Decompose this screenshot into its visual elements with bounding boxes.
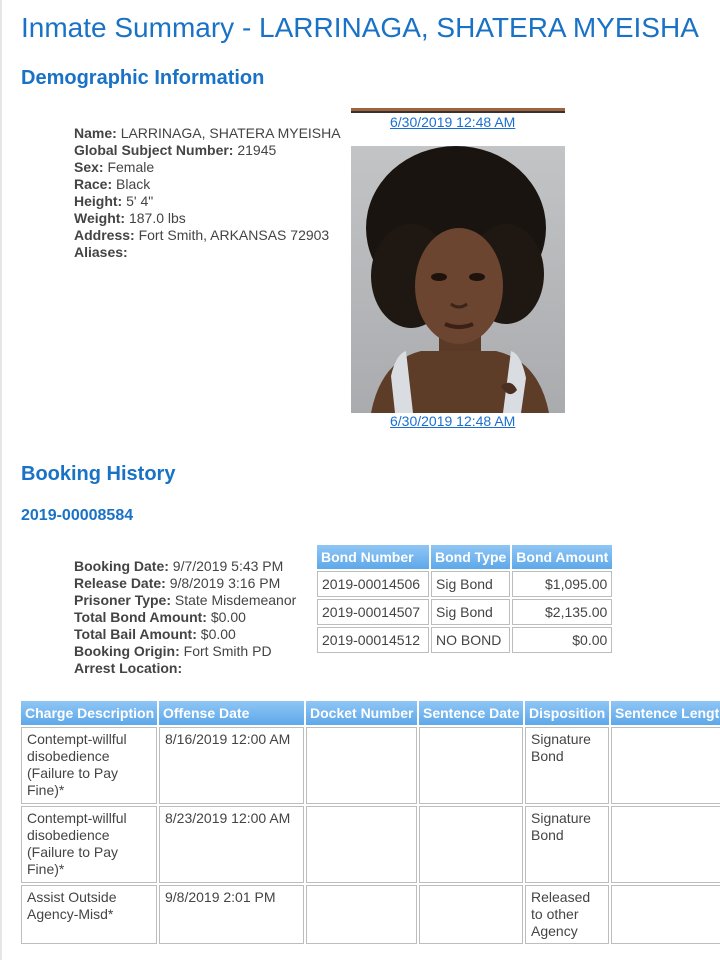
race-value: Black: [116, 176, 151, 192]
prisoner-type-value: State Misdemeanor: [174, 592, 297, 608]
charges-table: [19, 699, 720, 946]
bond-type-cell: Sig Bond: [431, 571, 510, 597]
offense-date-cell: 8/16/2019 12:00 AM: [159, 727, 304, 804]
demographic-info: [74, 125, 341, 261]
sex-value: Female: [107, 159, 155, 175]
bond-header-row: [317, 545, 612, 569]
sentence-length-cell: [611, 727, 720, 804]
weight-value: 187.0 lbs: [128, 210, 186, 226]
booking-origin-label: Booking Origin:: [74, 643, 180, 659]
race-label: Race:: [74, 176, 113, 192]
charge-description-cell: Contempt-willful disobedience (Failure to Pay Fine)*: [21, 727, 157, 804]
disposition-header[interactable]: Disposition: [525, 701, 609, 725]
weight-row: [74, 210, 341, 227]
subject-number-value: 21945: [237, 142, 277, 158]
release-date-row: [74, 575, 296, 592]
bond-type-cell: NO BOND: [431, 627, 510, 653]
name-value: LARRINAGA, SHATERA MYEISHA: [120, 125, 341, 141]
table-row: [21, 806, 720, 883]
booking-history-heading: Booking History: [21, 463, 176, 485]
bond-amount-header[interactable]: Bond Amount: [512, 545, 612, 569]
booking-origin-value: Fort Smith PD: [183, 643, 272, 659]
sex-label: Sex:: [74, 159, 104, 175]
sex-row: [74, 159, 341, 176]
height-label: Height:: [74, 193, 123, 209]
docket-number-header[interactable]: Docket Number: [306, 701, 417, 725]
docket-number-cell: [306, 806, 417, 883]
address-row: [74, 227, 341, 244]
booking-info: [74, 558, 296, 677]
disposition-cell: Signature Bond: [525, 806, 609, 883]
bond-number-header[interactable]: Bond Number: [317, 545, 429, 569]
total-bond-row: [74, 609, 296, 626]
total-bail-label: Total Bail Amount:: [74, 626, 197, 642]
charge-description-cell: Contempt-willful disobedience (Failure to Pay Fine)*: [21, 806, 157, 883]
bond-number-cell: 2019-00014506: [317, 571, 429, 597]
offense-date-header[interactable]: Offense Date: [159, 701, 304, 725]
prisoner-type-row: [74, 592, 296, 609]
height-row: [74, 193, 341, 210]
race-row: [74, 176, 341, 193]
booking-photo[interactable]: [351, 146, 565, 413]
address-label: Address:: [74, 227, 135, 243]
bond-amount-cell: $0.00: [512, 627, 612, 653]
offense-date-cell: 8/23/2019 12:00 AM: [159, 806, 304, 883]
booking-date-label: Booking Date:: [74, 558, 169, 574]
sentence-date-cell: [419, 885, 523, 944]
charge-description-cell: Assist Outside Agency-Misd*: [21, 885, 157, 944]
bond-type-header[interactable]: Bond Type: [431, 545, 510, 569]
page-left-border: [0, 0, 2, 960]
aliases-label: Aliases:: [74, 244, 128, 260]
docket-number-cell: [306, 727, 417, 804]
charges-header-row: [21, 701, 720, 725]
disposition-cell: Released to other Agency: [525, 885, 609, 944]
name-row: [74, 125, 341, 142]
bond-amount-cell: $1,095.00: [512, 571, 612, 597]
disposition-cell: Signature Bond: [525, 727, 609, 804]
booking-origin-row: [74, 643, 296, 660]
previous-photo-edge: [351, 108, 565, 113]
photo-top-date-link[interactable]: 6/30/2019 12:48 AM: [390, 114, 516, 130]
person-photo-icon: [351, 146, 565, 413]
name-label: Name:: [74, 125, 117, 141]
subject-number-row: [74, 142, 341, 159]
total-bond-value: $0.00: [210, 609, 246, 625]
bond-amount-cell: $2,135.00: [512, 599, 612, 625]
offense-date-cell: 9/8/2019 2:01 PM: [159, 885, 304, 944]
booking-date-value: 9/7/2019 5:43 PM: [172, 558, 284, 574]
total-bail-row: [74, 626, 296, 643]
table-row: [21, 885, 720, 944]
table-row: [21, 727, 720, 804]
booking-number-heading: 2019-00008584: [21, 507, 134, 524]
docket-number-cell: [306, 885, 417, 944]
sentence-date-cell: [419, 727, 523, 804]
bond-number-cell: 2019-00014512: [317, 627, 429, 653]
demographic-heading: Demographic Information: [21, 67, 265, 89]
address-value: Fort Smith, ARKANSAS 72903: [138, 227, 330, 243]
sentence-length-cell: [611, 806, 720, 883]
total-bond-label: Total Bond Amount:: [74, 609, 207, 625]
photo-bottom-date-link[interactable]: 6/30/2019 12:48 AM: [390, 413, 516, 429]
sentence-length-cell: [611, 885, 720, 944]
charge-description-header[interactable]: Charge Description: [21, 701, 157, 725]
sentence-date-header[interactable]: Sentence Date: [419, 701, 523, 725]
release-date-value: 9/8/2019 3:16 PM: [169, 575, 281, 591]
page-title: Inmate Summary - LARRINAGA, SHATERA MYEISHA: [21, 12, 699, 43]
arrest-location-label: Arrest Location:: [74, 660, 183, 676]
aliases-row: [74, 244, 341, 261]
table-row: [317, 571, 612, 597]
sentence-date-cell: [419, 806, 523, 883]
table-row: [317, 627, 612, 653]
total-bail-value: $0.00: [200, 626, 236, 642]
table-row: [317, 599, 612, 625]
prisoner-type-label: Prisoner Type:: [74, 592, 171, 608]
bond-type-cell: Sig Bond: [431, 599, 510, 625]
arrest-location-row: [74, 660, 296, 677]
subject-number-label: Global Subject Number:: [74, 142, 234, 158]
bond-number-cell: 2019-00014507: [317, 599, 429, 625]
booking-date-row: [74, 558, 296, 575]
weight-label: Weight:: [74, 210, 126, 226]
height-value: 5' 4": [126, 193, 154, 209]
release-date-label: Release Date:: [74, 575, 166, 591]
bond-table: [315, 543, 614, 655]
sentence-length-header[interactable]: Sentence Lengt: [611, 701, 720, 725]
